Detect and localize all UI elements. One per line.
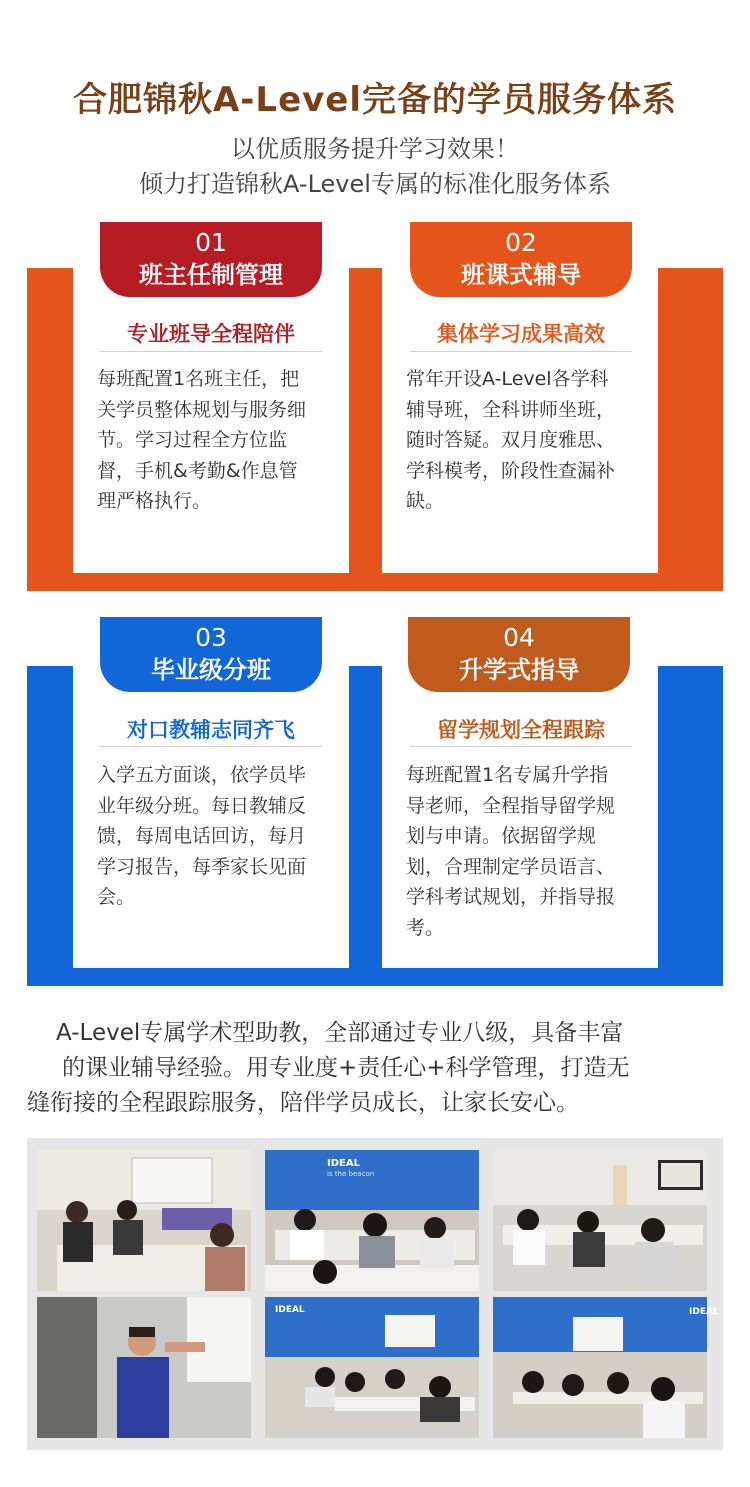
tab-02 [410,222,632,297]
card-03-line: 业年级分班。每日教辅反 [97,794,307,817]
classroom-photo-5 [265,1297,479,1438]
card-04-line: 划与申请。依据留学规 [406,825,597,847]
classroom-photo-3 [493,1150,707,1291]
tab-02-name: 班课式辅导 [461,261,581,289]
card-01-line: 督，手机&考勤&作息管 [97,459,298,482]
card-04-highlight: 留学规划全程跟踪 [437,718,605,742]
tab-03-number: 03 [195,623,227,652]
card-03-line: 馈，每周电话回访，每月 [97,825,307,847]
wall-logo-text: IDEAL [327,1158,360,1169]
card-02-divider [410,351,632,352]
card-03-line: 入学五方面谈，依学员毕 [97,764,307,786]
card-02-line: 常年开设A-Level各学科 [406,368,609,390]
closing-line-3: 缝衔接的全程跟踪服务，陪伴学员成长，让家长安心。 [27,1090,579,1116]
tab-02-number: 02 [505,228,537,257]
card-03-line: 学习报告，每季家长见面 [97,855,307,878]
subtitle-line-2: 倾力打造锦秋A-Level专属的标准化服务体系 [139,170,611,198]
card-01-highlight: 专业班导全程陪伴 [127,322,295,346]
card-02-line: 缺。 [406,490,445,512]
card-01-line: 每班配置1名班主任，把 [97,368,300,390]
card-03-highlight: 对口教辅志同齐飞 [127,718,295,742]
card-03-divider [100,746,322,747]
card-02-line: 随时答疑。双月度雅思、 [406,429,616,451]
tab-03 [100,617,322,692]
classroom-photo-6 [493,1297,719,1438]
page-title: 合肥锦秋A-Level完备的学员服务体系 [72,80,678,120]
card-01-line: 理严格执行。 [97,490,212,512]
tab-04-number: 04 [503,623,535,652]
wall-logo-text-3: IDEAL [689,1307,719,1317]
closing-line-1: A-Level专属学术型助教，全部通过专业八级，具备丰富 [56,1020,624,1046]
classroom-photo-4 [37,1297,251,1438]
wall-logo-text-2: IDEAL [275,1305,305,1315]
card-02-body [406,364,634,517]
card-04-divider [410,746,632,747]
card-04-line: 每班配置1名专属升学指 [406,764,609,786]
classroom-photo-2 [265,1150,479,1291]
card-01-body [97,364,325,517]
tab-04-name: 升学式指导 [459,656,579,684]
tab-01 [100,222,322,297]
card-04-body [406,760,634,943]
card-04-line: 考。 [406,916,445,939]
card-01-line: 节。学习过程全方位监 [97,429,288,451]
card-03-line: 会。 [97,886,136,908]
tab-01-number: 01 [195,228,227,257]
card-02-line: 学科模考，阶段性查漏补 [406,459,616,482]
tab-03-name: 毕业级分班 [151,656,271,684]
closing-line-2: 的课业辅导经验。用专业度+责任心+科学管理，打造无 [62,1055,630,1081]
card-01-divider [100,351,322,352]
card-04-line: 划，合理制定学员语言、 [406,855,616,878]
tab-04 [408,617,630,692]
card-03-body [97,760,325,913]
classroom-photo-1 [37,1150,251,1291]
tab-01-name: 班主任制管理 [139,261,283,289]
card-02-highlight: 集体学习成果高效 [437,322,605,346]
card-02-line: 辅导班，全科讲师坐班， [406,398,616,421]
card-04-line: 导老师，全程指导留学规 [406,794,616,817]
card-04-line: 学科考试规划，并指导报 [406,886,616,908]
card-01-line: 关学员整体规划与服务细 [97,398,307,421]
subtitle-line-1: 以优质服务提升学习效果！ [231,135,519,163]
wall-tagline-text: is the beacon [327,1170,375,1178]
